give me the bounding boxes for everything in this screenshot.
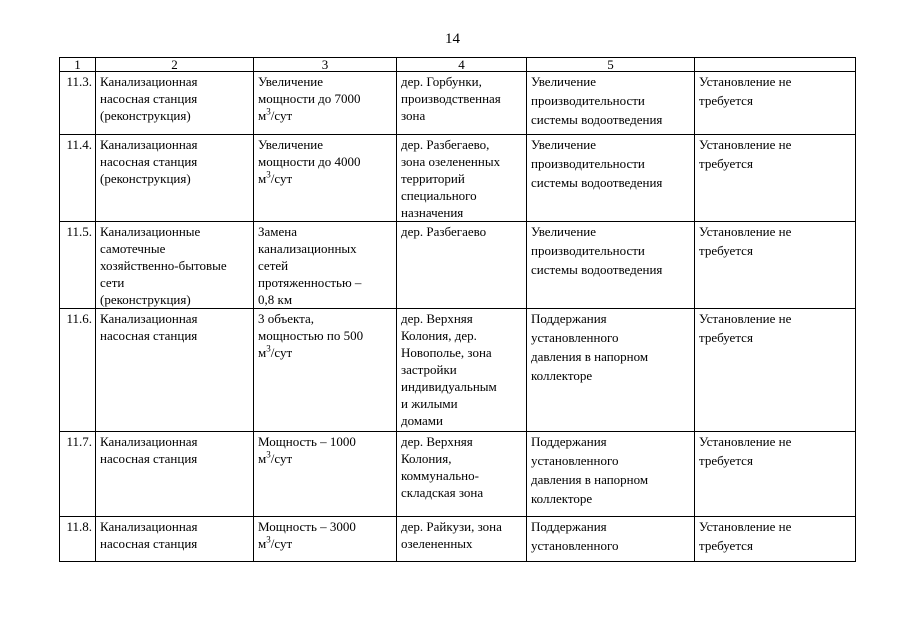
unit-suffix: /сут: [270, 345, 293, 360]
purpose-line: производительности: [531, 243, 645, 258]
facility-name-line: Канализационная: [100, 74, 198, 89]
unit-suffix: /сут: [270, 536, 293, 551]
zone-cell: [695, 222, 856, 309]
zone-line: Установление не: [699, 224, 792, 239]
facility-name-cell: [96, 135, 254, 222]
location-line: и жилыми: [401, 396, 458, 411]
zone-cell: [695, 432, 856, 517]
location-line: дер. Верхняя: [401, 434, 473, 449]
location-cell: [397, 135, 527, 222]
purpose-line: коллекторе: [531, 491, 593, 506]
row-number: 11.5.: [66, 224, 92, 239]
location-line: Колония,: [401, 451, 452, 466]
parameters-cell: [254, 135, 397, 222]
parameters-line: Увеличение: [258, 137, 324, 152]
purpose-line: системы водоотведения: [531, 175, 663, 190]
header-col-4: 4: [397, 58, 527, 72]
facility-name-line: Канализационная: [100, 519, 198, 534]
location-line: дер. Райкузи, зона: [401, 519, 502, 534]
purpose-line: производительности: [531, 156, 645, 171]
zone-line: Установление не: [699, 434, 792, 449]
unit-exponent: 3: [266, 534, 271, 545]
zone-cell: [695, 135, 856, 222]
facility-name-cell: [96, 72, 254, 135]
facility-name-line: (реконструкция): [100, 171, 191, 186]
row-number: 11.6.: [66, 311, 92, 326]
purpose-line: установленного: [531, 330, 619, 345]
zone-line: требуется: [699, 330, 753, 345]
row-number-cell: [60, 72, 96, 135]
location-line: специального: [401, 188, 477, 203]
purpose-line: коллекторе: [531, 368, 593, 383]
parameters-line: протяженностью –: [258, 275, 362, 290]
purpose-line: установленного: [531, 538, 619, 553]
facility-name-cell: [96, 517, 254, 562]
purpose-line: Увеличение: [531, 224, 597, 239]
purpose-line: установленного: [531, 453, 619, 468]
zone-line: требуется: [699, 156, 753, 171]
zone-line: требуется: [699, 453, 753, 468]
zone-line: требуется: [699, 243, 753, 258]
location-line: Колония, дер.: [401, 328, 477, 343]
location-line: складская зона: [401, 485, 484, 500]
facility-name-line: (реконструкция): [100, 108, 191, 123]
purpose-line: Поддержания: [531, 434, 607, 449]
location-line: зона озелененных: [401, 154, 501, 169]
table-row: [60, 517, 856, 562]
parameters-line: Мощность – 1000: [258, 434, 356, 449]
location-cell: [397, 222, 527, 309]
zone-cell: [695, 517, 856, 562]
location-line: зона: [401, 108, 426, 123]
location-line: озелененных: [401, 536, 473, 551]
row-number: 11.7.: [66, 434, 92, 449]
purpose-cell: [527, 517, 695, 562]
header-col-2: 2: [96, 58, 254, 72]
header-col-3: 3: [254, 58, 397, 72]
facility-name-line: насосная станция: [100, 91, 198, 106]
location-line: территорий: [401, 171, 465, 186]
purpose-line: давления в напорном: [531, 349, 649, 364]
table-row: [60, 72, 856, 135]
unit-line: [258, 450, 392, 467]
header-row: [60, 58, 856, 72]
row-number: 11.4.: [66, 137, 92, 152]
parameters-line: Мощность – 3000: [258, 519, 356, 534]
parameters-cell: [254, 517, 397, 562]
zone-line: Установление не: [699, 311, 792, 326]
location-line: индивидуальным: [401, 379, 497, 394]
unit-exponent: 3: [266, 106, 271, 117]
table-row: [60, 135, 856, 222]
purpose-cell: [527, 432, 695, 517]
zone-line: Установление не: [699, 137, 792, 152]
header-col-6: [695, 58, 856, 72]
parameters-line: мощности до 4000: [258, 154, 361, 169]
zone-line: Установление не: [699, 519, 792, 534]
zone-line: требуется: [699, 538, 753, 553]
facilities-table: [59, 57, 856, 562]
table-row: [60, 222, 856, 309]
facility-name-line: Канализационная: [100, 137, 198, 152]
facility-name-line: (реконструкция): [100, 292, 191, 307]
unit-base: м: [258, 171, 267, 186]
unit-suffix: /сут: [270, 171, 293, 186]
unit-suffix: /сут: [270, 451, 293, 466]
location-cell: [397, 432, 527, 517]
location-line: застройки: [401, 362, 457, 377]
location-line: дер. Верхняя: [401, 311, 473, 326]
location-line: дер. Разбегаево,: [401, 137, 490, 152]
facility-name-line: насосная станция: [100, 451, 198, 466]
purpose-line: системы водоотведения: [531, 262, 663, 277]
parameters-line: мощности до 7000: [258, 91, 361, 106]
zone-line: требуется: [699, 93, 753, 108]
facility-name-cell: [96, 309, 254, 432]
location-line: Новополье, зона: [401, 345, 492, 360]
table-body: [60, 72, 856, 562]
zone-line: Установление не: [699, 74, 792, 89]
row-number-cell: [60, 135, 96, 222]
purpose-cell: [527, 135, 695, 222]
table-row: [60, 309, 856, 432]
header-col-5: 5: [527, 58, 695, 72]
facility-name-cell: [96, 432, 254, 517]
location-line: назначения: [401, 205, 464, 220]
header-col-1: 1: [60, 58, 96, 72]
purpose-cell: [527, 309, 695, 432]
unit-exponent: 3: [266, 343, 271, 354]
facility-name-line: Канализационная: [100, 434, 198, 449]
location-cell: [397, 72, 527, 135]
purpose-line: производительности: [531, 93, 645, 108]
table-header: [60, 58, 856, 72]
purpose-line: Увеличение: [531, 74, 597, 89]
location-cell: [397, 517, 527, 562]
facility-name-line: насосная станция: [100, 536, 198, 551]
purpose-line: Поддержания: [531, 311, 607, 326]
row-number: 11.8.: [66, 519, 92, 534]
row-number-cell: [60, 309, 96, 432]
location-cell: [397, 309, 527, 432]
facility-name-line: насосная станция: [100, 154, 198, 169]
purpose-line: Увеличение: [531, 137, 597, 152]
row-number: 11.3.: [66, 74, 92, 89]
zone-cell: [695, 309, 856, 432]
facility-name-line: сети: [100, 275, 125, 290]
purpose-cell: [527, 222, 695, 309]
parameters-line: Увеличение: [258, 74, 324, 89]
parameters-cell: [254, 432, 397, 517]
zone-cell: [695, 72, 856, 135]
parameters-line: канализационных: [258, 241, 357, 256]
location-line: коммунально-: [401, 468, 479, 483]
purpose-line: системы водоотведения: [531, 112, 663, 127]
page-number: 14: [445, 31, 460, 47]
location-line: производственная: [401, 91, 501, 106]
facility-name-cell: [96, 222, 254, 309]
row-number-cell: [60, 222, 96, 309]
unit-base: м: [258, 345, 267, 360]
unit-exponent: 3: [266, 169, 271, 180]
facility-name-line: самотечные: [100, 241, 166, 256]
location-line: домами: [401, 413, 443, 428]
row-number-cell: [60, 432, 96, 517]
parameters-cell: [254, 222, 397, 309]
facility-name-line: Канализационная: [100, 311, 198, 326]
facility-name-line: Канализационные: [100, 224, 201, 239]
location-line: дер. Разбегаево: [401, 224, 487, 239]
unit-line: [258, 344, 392, 361]
unit-line: [258, 107, 392, 124]
facility-name-line: насосная станция: [100, 328, 198, 343]
unit-suffix: /сут: [270, 108, 293, 123]
unit-exponent: 3: [266, 449, 271, 460]
unit-base: м: [258, 536, 267, 551]
unit-base: м: [258, 108, 267, 123]
parameters-cell: [254, 309, 397, 432]
purpose-cell: [527, 72, 695, 135]
unit-base: м: [258, 451, 267, 466]
parameters-cell: [254, 72, 397, 135]
unit-line: [258, 170, 392, 187]
unit-line: [258, 535, 392, 552]
table-row: [60, 432, 856, 517]
purpose-line: Поддержания: [531, 519, 607, 534]
parameters-line: 0,8 км: [258, 292, 293, 307]
purpose-line: давления в напорном: [531, 472, 649, 487]
parameters-line: сетей: [258, 258, 289, 273]
parameters-line: 3 объекта,: [258, 311, 315, 326]
parameters-line: Замена: [258, 224, 298, 239]
parameters-line: мощностью по 500: [258, 328, 364, 343]
facility-name-line: хозяйственно-бытовые: [100, 258, 227, 273]
row-number-cell: [60, 517, 96, 562]
location-line: дер. Горбунки,: [401, 74, 482, 89]
